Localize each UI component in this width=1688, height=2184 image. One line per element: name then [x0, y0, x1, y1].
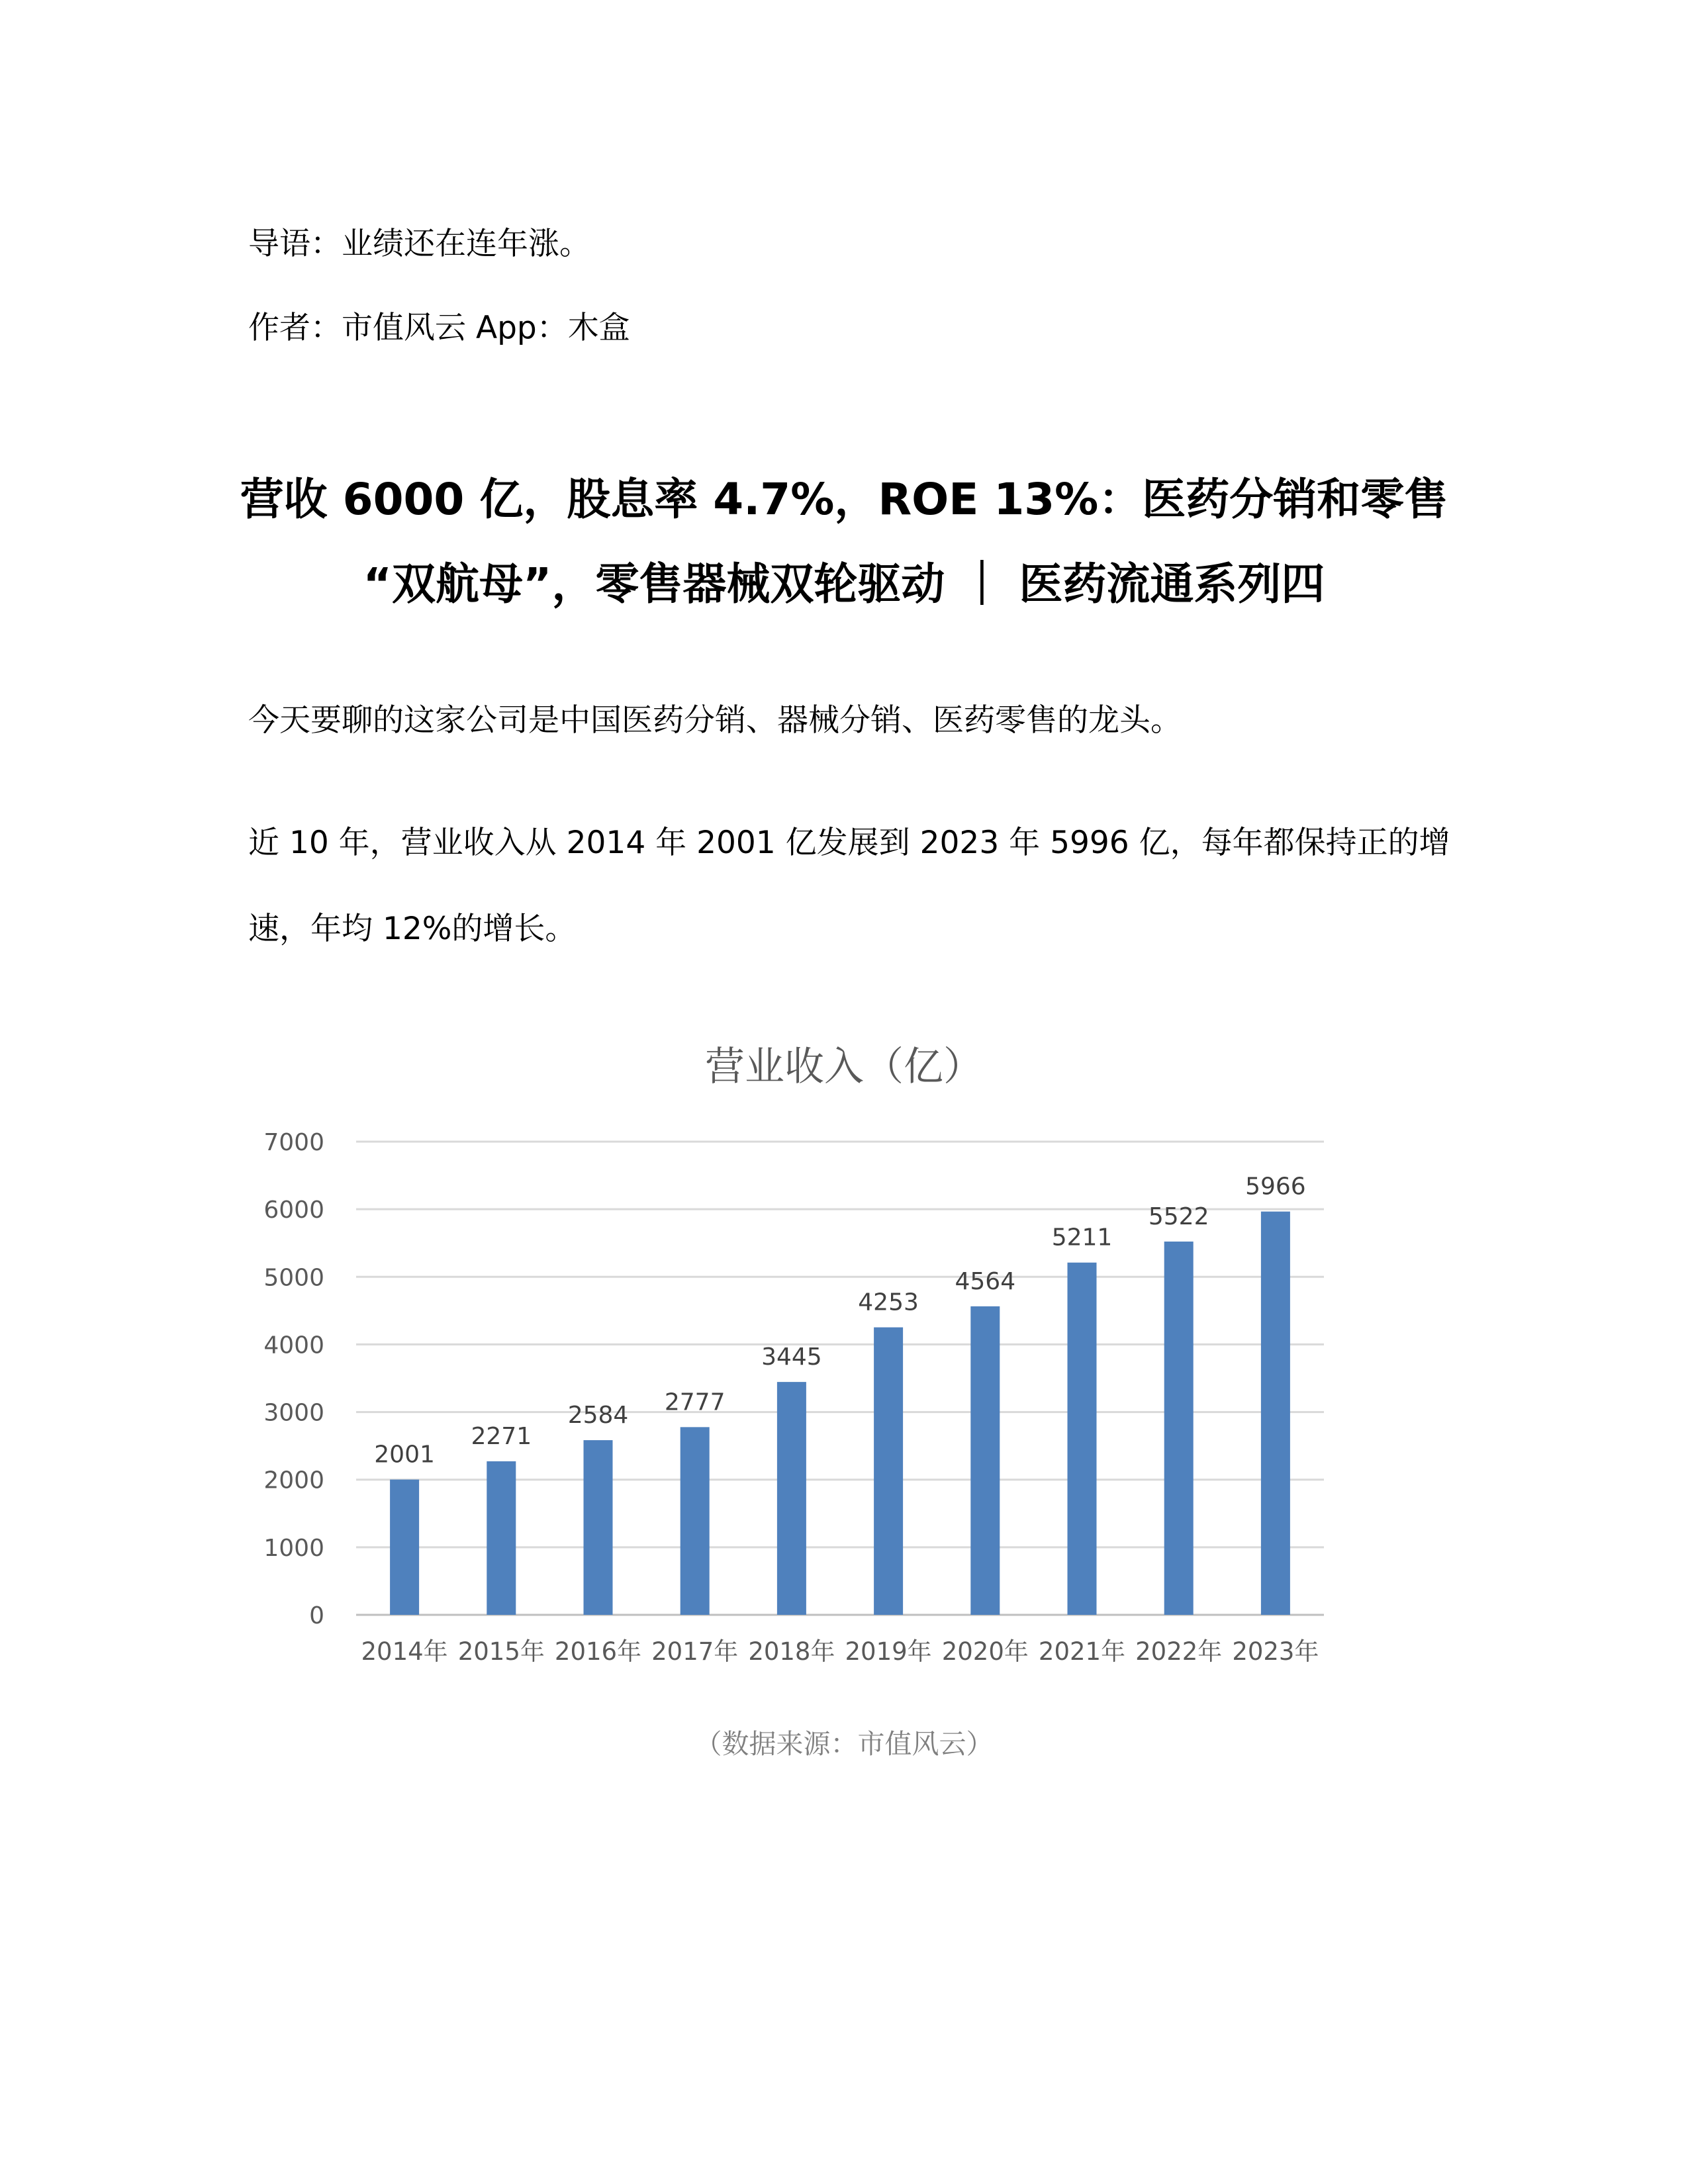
- revenue-chart-svg: [0, 1032, 1688, 1694]
- data-label: 4253: [858, 1289, 919, 1316]
- author-line: 作者：市值风云 App：木盒: [248, 310, 630, 346]
- revenue-chart: [0, 1032, 1688, 1694]
- x-tick-label: 2020年: [941, 1637, 1029, 1666]
- x-tick-label: 2019年: [845, 1637, 932, 1666]
- bar: [1068, 1263, 1097, 1615]
- bar: [1261, 1212, 1290, 1615]
- bar: [1164, 1242, 1194, 1615]
- x-tick-label: 2017年: [651, 1637, 739, 1666]
- paragraph-2-line-1: 近 10 年，营业收入从 2014 年 2001 亿发展到 2023 年 5996 亿，每年都保持正的增: [248, 825, 1450, 861]
- bar: [777, 1382, 806, 1615]
- data-source-caption: （数据来源：市值风云）: [694, 1728, 994, 1760]
- data-label: 2777: [664, 1388, 726, 1416]
- y-tick-label: 3000: [263, 1399, 324, 1427]
- guide-line: 导语：业绩还在连年涨。: [248, 226, 590, 262]
- x-tick-label: 2015年: [457, 1637, 545, 1666]
- x-tick-label: 2016年: [554, 1637, 642, 1666]
- y-tick-label: 2000: [263, 1467, 324, 1494]
- x-tick-label: 2022年: [1135, 1637, 1223, 1666]
- paragraph-2-line-2: 速，年均 12%的增长。: [248, 911, 577, 947]
- bar: [970, 1306, 1000, 1615]
- data-label: 2584: [567, 1402, 629, 1430]
- data-label: 5522: [1148, 1203, 1209, 1230]
- y-tick-label: 6000: [263, 1197, 324, 1224]
- x-tick-label: 2014年: [361, 1637, 448, 1666]
- y-tick-label: 5000: [263, 1264, 324, 1292]
- bar: [390, 1480, 419, 1615]
- bar: [487, 1461, 516, 1615]
- y-tick-label: 1000: [263, 1534, 324, 1562]
- article-title-line-2: “双航母”，零售器械双轮驱动 ｜ 医药流通系列四: [363, 559, 1325, 610]
- data-label: 5211: [1051, 1224, 1113, 1251]
- x-tick-label: 2023年: [1232, 1637, 1319, 1666]
- bar: [874, 1328, 903, 1615]
- data-label: 2001: [374, 1441, 435, 1469]
- bar: [680, 1427, 710, 1615]
- y-tick-label: 0: [309, 1602, 324, 1629]
- x-tick-label: 2018年: [748, 1637, 835, 1666]
- x-axis-ticks: [361, 1637, 1319, 1666]
- data-label: 2271: [471, 1423, 532, 1451]
- chart-bars: [390, 1212, 1290, 1615]
- data-label: 3445: [761, 1343, 822, 1371]
- bar: [584, 1440, 613, 1615]
- x-tick-label: 2021年: [1038, 1637, 1126, 1666]
- article-title-line-1: 营收 6000 亿，股息率 4.7%，ROE 13%：医药分销和零售: [240, 474, 1448, 525]
- chart-title: 营业收入（亿）: [705, 1044, 983, 1090]
- y-tick-label: 7000: [263, 1129, 324, 1156]
- paragraph-1: 今天要聊的这家公司是中国医药分销、器械分销、医药零售的龙头。: [248, 702, 1182, 739]
- y-tick-label: 4000: [263, 1332, 324, 1359]
- data-label: 5966: [1245, 1173, 1306, 1201]
- y-axis-ticks: [263, 1129, 324, 1629]
- data-label: 4564: [955, 1267, 1016, 1295]
